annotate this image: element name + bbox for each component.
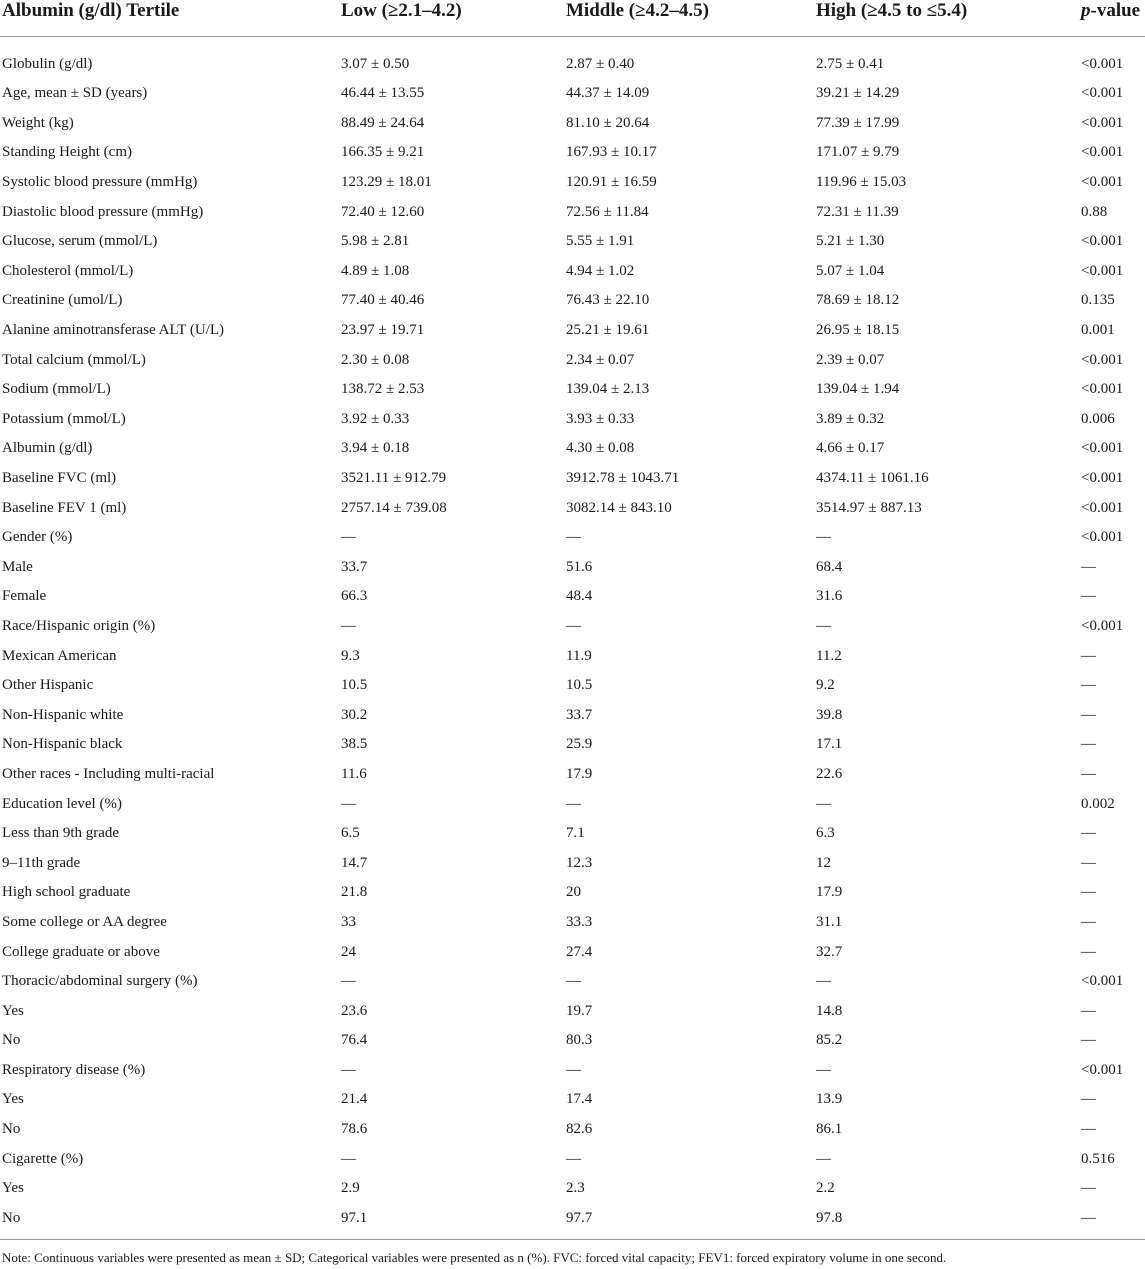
row-label: Glucose, serum (mmol/L) [2,233,158,250]
low-value: 3.94 ± 0.18 [341,440,410,457]
middle-value: 25.9 [566,736,593,753]
middle-value: 2.87 ± 0.40 [566,55,635,72]
row-label: Alanine aminotransferase ALT (U/L) [2,322,225,339]
middle-value: 48.4 [566,588,593,605]
low-value: 33 [341,913,356,930]
row-label: Sodium (mmol/L) [2,381,111,398]
row-label: High school graduate [2,884,131,901]
middle-value: 120.91 ± 16.59 [566,174,657,191]
middle-value: 4.94 ± 1.02 [566,262,635,279]
row-label: Thoracic/abdominal surgery (%) [2,973,198,990]
low-value: 11.6 [341,765,367,782]
p-value: — [1081,558,1096,575]
row-label: No [2,1032,21,1049]
high-value: — [816,1150,831,1167]
row-label: Education level (%) [2,795,122,812]
high-value: 13.9 [816,1091,843,1108]
low-value: 24 [341,943,356,960]
row-label: Baseline FEV 1 (ml) [2,499,127,516]
middle-value: 139.04 ± 2.13 [566,381,650,398]
high-value: 2.2 [816,1180,835,1197]
low-value: 6.5 [341,825,360,842]
high-value: 4.66 ± 0.17 [816,440,885,457]
middle-value: 11.9 [566,647,592,664]
middle-value: 80.3 [566,1032,593,1049]
high-value: 11.2 [816,647,842,664]
row-label: 9–11th grade [2,854,81,871]
low-value: — [341,1150,356,1167]
row-label: No [2,1209,21,1226]
middle-value: 17.4 [566,1091,593,1108]
p-value: — [1081,1091,1096,1108]
header-high: High (≥4.5 to ≤5.4) [814,0,1079,37]
p-value: <0.001 [1081,114,1124,131]
high-value: 31.1 [816,913,843,930]
table-row [0,197,1145,227]
low-value: 88.49 ± 24.64 [341,114,425,131]
p-value: <0.001 [1081,351,1124,368]
low-value: 4.89 ± 1.08 [341,262,410,279]
low-value: — [341,795,356,812]
table-row [0,760,1145,790]
p-value: — [1081,1180,1096,1197]
low-value: 123.29 ± 18.01 [341,174,432,191]
p-value: 0.001 [1081,322,1115,339]
high-value: 39.8 [816,706,843,723]
row-label: Race/Hispanic origin (%) [2,617,156,634]
low-value: 3521.11 ± 912.79 [341,470,447,487]
middle-value: 81.10 ± 20.64 [566,114,650,131]
table-row [0,316,1145,346]
low-value: 77.40 ± 40.46 [341,292,425,309]
table-footnote: Note: Continuous variables were presented as mean ± SD; Categorical variables were presented as n (%). FVC: forced vital capacity; FEV1: forced expiratory volume in one second. [2,1250,947,1266]
p-value: — [1081,588,1096,605]
p-value: <0.001 [1081,144,1124,161]
p-value: <0.001 [1081,529,1124,546]
header-tertile: Albumin (g/dl) Tertile [0,0,339,37]
header-p-suffix: -value [1090,0,1141,21]
table-row [0,168,1145,198]
p-value: — [1081,765,1096,782]
high-value: 139.04 ± 1.94 [816,381,900,398]
low-value: 166.35 ± 9.21 [341,144,425,161]
p-value: — [1081,884,1096,901]
table-row [0,789,1145,819]
high-value: 78.69 ± 18.12 [816,292,900,309]
low-value: 38.5 [341,736,368,753]
low-value: 2757.14 ± 739.08 [341,499,447,516]
header-middle: Middle (≥4.2–4.5) [564,0,814,37]
row-label: Systolic blood pressure (mmHg) [2,174,198,191]
p-value: <0.001 [1081,85,1124,102]
table-row [0,138,1145,168]
row-label: Other Hispanic [2,677,94,694]
p-value: <0.001 [1081,440,1124,457]
row-label: Globulin (g/dl) [2,55,93,72]
middle-value: 76.43 ± 22.10 [566,292,650,309]
p-value: 0.516 [1081,1150,1115,1167]
table-row [0,641,1145,671]
middle-value: 3082.14 ± 843.10 [566,499,672,516]
high-value: 22.6 [816,765,843,782]
p-value: <0.001 [1081,233,1124,250]
low-value: — [341,973,356,990]
low-value: 78.6 [341,1121,368,1138]
p-value: — [1081,854,1096,871]
middle-value: 25.21 ± 19.61 [566,322,650,339]
p-value: — [1081,1002,1096,1019]
low-value: 3.07 ± 0.50 [341,55,410,72]
row-label: Yes [2,1002,24,1019]
p-value: <0.001 [1081,973,1124,990]
row-label: Total calcium (mmol/L) [2,351,146,368]
row-label: Respiratory disease (%) [2,1061,146,1078]
p-value: — [1081,825,1096,842]
low-value: 23.97 ± 19.71 [341,322,425,339]
high-value: 68.4 [816,558,843,575]
low-value: — [341,617,356,634]
table-row [0,1056,1145,1086]
low-value: 72.40 ± 12.60 [341,203,425,220]
table-row [0,286,1145,316]
p-value: <0.001 [1081,470,1124,487]
table-row [0,848,1145,878]
middle-value: 82.6 [566,1121,593,1138]
table-row [0,582,1145,612]
p-value: — [1081,1209,1096,1226]
p-value: — [1081,677,1096,694]
middle-value: 7.1 [566,825,585,842]
p-value: — [1081,706,1096,723]
low-value: 97.1 [341,1209,368,1226]
high-value: 4374.11 ± 1061.16 [816,470,929,487]
high-value: 86.1 [816,1121,843,1138]
low-value: 30.2 [341,706,368,723]
middle-value: 51.6 [566,558,593,575]
high-value: — [816,795,831,812]
table-row [0,908,1145,938]
table-row [0,553,1145,583]
table-row [0,434,1145,464]
row-label: Potassium (mmol/L) [2,410,126,427]
table-row [0,493,1145,523]
middle-value: — [566,617,581,634]
table-row [0,700,1145,730]
low-value: 23.6 [341,1002,368,1019]
row-label: Age, mean ± SD (years) [2,85,148,102]
low-value: 21.4 [341,1091,368,1108]
low-value: 33.7 [341,558,368,575]
middle-value: — [566,795,581,812]
header-p-value [1079,0,1145,37]
middle-value: — [566,529,581,546]
table-row [0,819,1145,849]
p-value: — [1081,1121,1096,1138]
middle-value: 2.34 ± 0.07 [566,351,635,368]
low-value: 76.4 [341,1032,368,1049]
high-value: 9.2 [816,677,835,694]
high-value: 14.8 [816,1002,843,1019]
p-value: <0.001 [1081,499,1124,516]
middle-value: 17.9 [566,765,593,782]
table-row [0,671,1145,701]
header-low: Low (≥2.1–4.2) [339,0,564,37]
middle-value: 20 [566,884,581,901]
table-row [0,612,1145,642]
high-value: 85.2 [816,1032,843,1049]
p-value: — [1081,1032,1096,1049]
table-row [0,109,1145,139]
row-label: Female [2,588,47,605]
middle-value: 3.93 ± 0.33 [566,410,635,427]
table-row [0,1085,1145,1115]
row-label: Diastolic blood pressure (mmHg) [2,203,204,220]
middle-value: 27.4 [566,943,593,960]
high-value: 32.7 [816,943,843,960]
high-value: 5.07 ± 1.04 [816,262,885,279]
row-label: Yes [2,1091,24,1108]
header-p-italic: p [1081,0,1091,21]
table-row [0,257,1145,287]
middle-value: 2.3 [566,1180,585,1197]
low-value: 138.72 ± 2.53 [341,381,425,398]
high-value: 2.75 ± 0.41 [816,55,885,72]
table-row [0,878,1145,908]
p-value: <0.001 [1081,262,1124,279]
middle-value: 5.55 ± 1.91 [566,233,635,250]
table-row [0,523,1145,553]
middle-value: 72.56 ± 11.84 [566,203,649,220]
row-label: Weight (kg) [2,114,74,131]
high-value: 17.9 [816,884,843,901]
row-label: Standing Height (cm) [2,144,132,161]
high-value: — [816,1061,831,1078]
high-value: 77.39 ± 17.99 [816,114,900,131]
table-row [0,1115,1145,1145]
row-label: Albumin (g/dl) [2,440,93,457]
table-row [0,996,1145,1026]
p-value: 0.006 [1081,410,1115,427]
table-row [0,79,1145,109]
low-value: 2.30 ± 0.08 [341,351,410,368]
row-label: Baseline FVC (ml) [2,470,117,487]
row-label: No [2,1121,21,1138]
row-label: College graduate or above [2,943,160,960]
table-row [0,967,1145,997]
table-row [0,937,1145,967]
table-row [0,405,1145,435]
p-value: 0.88 [1081,203,1108,220]
middle-value: — [566,973,581,990]
row-label: Some college or AA degree [2,913,167,930]
row-label: Male [2,558,33,575]
row-label: Creatinine (umol/L) [2,292,123,309]
high-value: — [816,529,831,546]
table-header [0,0,1145,37]
middle-value: 33.7 [566,706,593,723]
middle-value: 19.7 [566,1002,593,1019]
high-value: 97.8 [816,1209,843,1226]
low-value: 46.44 ± 13.55 [341,85,425,102]
row-label: Cholesterol (mmol/L) [2,262,134,279]
high-value: 171.07 ± 9.79 [816,144,900,161]
middle-value: — [566,1150,581,1167]
p-value: <0.001 [1081,381,1124,398]
table-row [0,1144,1145,1174]
table-row [0,1174,1145,1204]
table-row [0,730,1145,760]
high-value: 3.89 ± 0.32 [816,410,885,427]
p-value: <0.001 [1081,1061,1124,1078]
p-value: — [1081,736,1096,753]
table-row [0,1204,1145,1240]
high-value: — [816,973,831,990]
high-value: 72.31 ± 11.39 [816,203,899,220]
high-value: 31.6 [816,588,843,605]
row-label: Mexican American [2,647,117,664]
row-label: Non-Hispanic white [2,706,124,723]
p-value: 0.135 [1081,292,1115,309]
high-value: 2.39 ± 0.07 [816,351,885,368]
table-row [0,464,1145,494]
row-label: Gender (%) [2,529,73,546]
middle-value: 44.37 ± 14.09 [566,85,650,102]
low-value: 66.3 [341,588,368,605]
row-label: Other races - Including multi-racial [2,765,215,782]
table-row [0,1026,1145,1056]
header-row [0,0,1145,37]
row-label: Yes [2,1180,24,1197]
table-row [0,37,1145,80]
middle-value: 12.3 [566,854,593,871]
middle-value: 97.7 [566,1209,593,1226]
p-value: — [1081,913,1096,930]
middle-value: 167.93 ± 10.17 [566,144,657,161]
low-value: 2.9 [341,1180,360,1197]
p-value: — [1081,647,1096,664]
high-value: 26.95 ± 18.15 [816,322,900,339]
high-value: — [816,617,831,634]
low-value: 5.98 ± 2.81 [341,233,410,250]
middle-value: — [566,1061,581,1078]
middle-value: 4.30 ± 0.08 [566,440,635,457]
middle-value: 3912.78 ± 1043.71 [566,470,680,487]
low-value: 10.5 [341,677,368,694]
high-value: 39.21 ± 14.29 [816,85,900,102]
high-value: 17.1 [816,736,843,753]
table-body [0,37,1145,1240]
p-value: 0.002 [1081,795,1115,812]
low-value: — [341,529,356,546]
high-value: 5.21 ± 1.30 [816,233,885,250]
table-row [0,375,1145,405]
middle-value: 33.3 [566,913,593,930]
low-value: — [341,1061,356,1078]
middle-value: 10.5 [566,677,593,694]
row-label: Less than 9th grade [2,825,120,842]
low-value: 3.92 ± 0.33 [341,410,410,427]
low-value: 9.3 [341,647,360,664]
p-value: <0.001 [1081,55,1124,72]
table-row [0,227,1145,257]
row-label: Non-Hispanic black [2,736,123,753]
table-row [0,345,1145,375]
p-value: <0.001 [1081,174,1124,191]
high-value: 12 [816,854,831,871]
p-value: <0.001 [1081,617,1124,634]
row-label: Cigarette (%) [2,1150,84,1167]
low-value: 21.8 [341,884,368,901]
p-value: — [1081,943,1096,960]
high-value: 119.96 ± 15.03 [816,174,907,191]
low-value: 14.7 [341,854,368,871]
high-value: 6.3 [816,825,835,842]
high-value: 3514.97 ± 887.13 [816,499,922,516]
